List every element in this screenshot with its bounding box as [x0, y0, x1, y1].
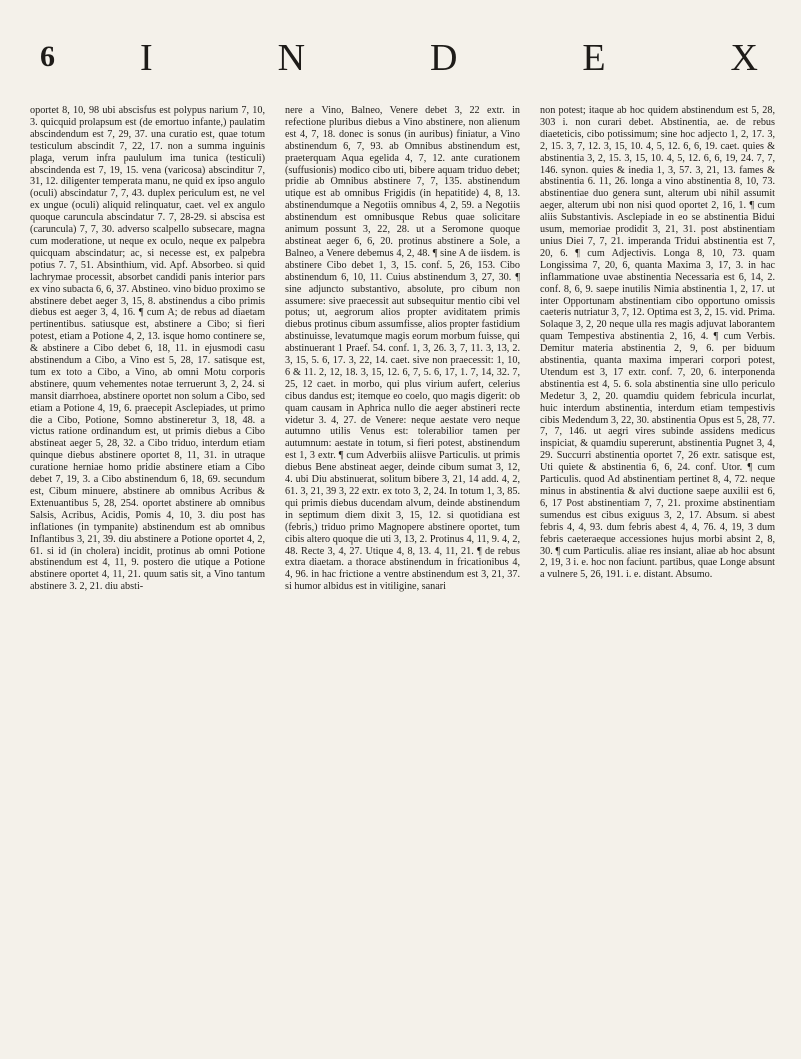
title-letter: I	[140, 37, 155, 79]
column-right	[540, 105, 775, 1035]
page-number: 6	[40, 40, 56, 73]
running-title	[140, 36, 760, 80]
column-text: oportet 8, 10, 98 ubi abscisfus est polypus narium 7, 10, 3. quicquid prolapsum est (de emortuo infante,) paulatim abscindendum est 7, 29, 37. una curatio est, quae totum testiculum abscindit 7, 22, 17. non a summa inguinis plaga, verum infra paululum ima tunica (testiculi) abscindenda est 7, 19, 15. vena (varicosa) abscinditur 7, 31, 12. diligenter temperata manu, ne quid ex ipso angulo (oculi) abscindatur 7, 7, 43. duplex periculum est, ne vel ex ungue (oculi) aliquid relinquatur, caet. vel ex angulo quoque caruncula abscindatur 7. 7, 28-29. si abscisa est (caruncula) 7, 7, 30. adverso scalpello subsecare, magna cum moderatione, ut neque ex oculo, neque ex palpebra quicquam abscindatur; ac, si necesse est, ex palpebra potius 7. 7, 51. Absinthium, vid. Apf. Absorbeo. si quid lachrymae processit, absorbet candidi panis interior pars ex vino subacta 6, 6, 37. Abstineo. vino biduo proximo se abstinere debet aeger 3, 15, 8. abstinendus a cibo primis diebus est aeger 3, 4, 16. ¶ cum A; de rebus ad diaetam pertinentibus. satiusque est, abstinere a Cibo; si fieri potest, etiam a Potione 4, 2, 13. isque homo continere se, & abstinere a Cibo debet 6, 18, 11. in ejusmodi casu abstinendum a Cibo, a Vino est 5, 28, 17. satisque est, tum ex toto a Cibo, a Vino, ab omni Motu corporis abstinere, quum vehementes notae terruerunt 3, 2, 24. si mansit diarrhoea, abstinere oportet non solum a Cibo, sed etiam a Potione 4, 19, 6. praecepit Asclepiades, ut primo die a Cibo, Potione, Somno abstineretur 3, 18, 48. a victus ratione ordinandum est, ut primis diebus a Cibo abstineat aeger 5, 28, 32. a Cibo triduo, interdum etiam quinque diebus abstinere oportet 8, 11, 31. in utraque curatione herniae homo pridie abstinere etiam a Cibo debet 7, 19, 3. a Cibo abstinendum 6, 18, 69. secundum est, Cibum minuere, abstinere ab omnibus Acribus & Extenuantibus 5, 28, 254. oportet abstinere ab omnibus Salsis, Acribus, Acidis, Pomis 4, 10, 3. diu post has inflationes (in tympanite) abstinendum est ab omnibus Inflantibus 3, 21, 39. diu abstinere a Potione oportet 4, 2, 61. si id (in cholera) incidit, protinus ab omni Potione abstinendum est 4, 11, 9. postero die utique a Potione abstinere oportet 4, 11, 21. quum satis sit, a Vino tantum abstinere 3. 2, 21. diu absti-	[30, 105, 265, 593]
title-letter: X	[730, 37, 760, 79]
index-columns	[30, 105, 775, 1035]
column-text: nere a Vino, Balneo, Venere debet 3, 22 extr. in refectione pluribus diebus a Vino abstinere, non alienum est 4, 7, 18. donec is sonus (in auribus) finiatur, a Vino abstinendum 6, 7, 93. ab Omnibus abstinendum est, praeterquam Aqua egelida 4, 7, 12. ante curationem (suffusionis) modico cibo uti, bibere aquam triduo debet; pridie ab Omnibus abstinere 7, 7, 135. abstinendum utique est ab omnibus Frigidis (in hepatitide) 4, 8, 13. abstinendumque a Negotiis omnibus 4, 2, 59. a Negotiis abstinendum est omnibusque Rebus quae solicitare animum possunt 3, 22, 28. ut a Seromone quoque abstineat aeger 6, 6, 20. protinus abstinere a Sole, a Balneo, a Venere debemus 4, 2, 48. ¶ sine A de iisdem. is abstinere Cibo debet 1, 3, 15. conf. 5, 26, 153. Cibo abstinendum 6, 10, 11. Cuius abstinendum 3, 27, 30. ¶ sine adjuncto substantivo, absolute, pro cibum non assumere: sive praecessit aut subsequitur mentio cibi vel potus; ut, aegrorum alios propter aviditatem primis diebus protinus cibum assumfisse, alios propter fastidium abstinuisse, levatumque magis eorum morbum fuisse, qui abstinuerant 1 Praef. 54. conf. 1, 3, 26. 3, 7, 11. 3, 13, 2. 3, 15, 5. 6, 17. 3, 22, 14. caet. sive non praecessit: 1, 10, 6 & 11. 2, 12, 18. 3, 15, 12. 6, 7, 5. 6, 17, 1. 7, 14, 32. 7, 25, 12 caet. in morbo, qui plus virium aufert, celerius cibus dandus est; itemque eo coelo, quo magis digerit: ob quam causam in Aphrica nullo die aeger abstineri recte videtur 3. 4, 27. de Venere: neque aestate vero neque autumno utilis Venus est: tolerabilior tamen per autumnum: aestate in totum, si fieri potest, abstinendum est 1, 3 extr. ¶ cum Adverbiis aliisve Particulis. ut primis diebus Bene abstineat aeger, deinde cibum sumat 3, 12, 4. ubi Diu abstinuerat, solitum bibere 3, 21, 14 add. 4, 2, 61. 3, 21, 39 3, 22 extr. ex toto 3, 2, 24. In totum 1, 3, 85. qui primis diebus ducendam alvum, deinde abstinendum in septimum diem dixit 3, 15, 12. si quotidiana est (febris,) triduo primo Magnopere abstinere oportet, tum cibis altero quoque die uti 3, 13, 2. Protinus 4, 11, 9. 4, 2, 48. Recte 3, 4, 27. Utique 4, 8, 13. 4, 11, 21. ¶ de rebus extra diaetam. a thorace abstinendum in fricationibus 4, 4, 96. in hac frictione a ventre abstinendum est 3, 21, 37. si humor albidus est in vitiligine, sanari	[285, 105, 520, 593]
title-letter: D	[429, 37, 460, 79]
column-left	[30, 105, 265, 1035]
column-text: non potest; itaque ab hoc quidem abstinendum est 5, 28, 303 i. non curari debet. Abstinentia, ae. de rebus diaeteticis, cibo potissimum; sine hoc adjecto 1, 2, 17. 3, 2, 15. 3, 7, 12. 3, 15, 10. 4, 5, 12. 6, 6, 19. caet. quies & abstinentia 3, 2, 15. 3, 15, 10. 4, 5, 12. 6, 6, 19, 24. 7, 7, 146. synon. quies & inedia 1, 3, 57. 3, 21, 13. fames & abstinentia 6. 11, 26. longa a vino abstinentia 8, 10, 73. abstinentiae duo genera sunt, alterum ubi nihil assumit aeger, alterum ubi non nisi quod oportet 2, 16, 1. ¶ cum aliis Substantivis. Asclepiade in eo se abstinentia Bidui usum, memoriae prodidit 3, 21, 31. post abstinentiam unius Diei 7, 7, 21. imperanda Tridui abstinentia est 7, 20, 6. ¶ cum Adjectivis. Longa 8, 10, 73. quam Longissima 7, 20, 6, quanta Maxima 3, 17, 3. in hac inflammatione uvae abstinentia Necessaria est 6, 14, 2. conf. 8, 6, 9. saepe inutilis Nimia abstinentia 1, 2, 17. ut inter Opportunam abstinentiam cibo opportuno omissis caeteris nutriatur 3, 7, 12. Optima est 3, 2, 15. vid. Prima. Solaque 3, 2, 20 neque ulla res magis adjuvat laborantem quam Tempestiva abstinentia 2, 16, 4. ¶ cum Verbis. Demitur materia abstinentia 2, 9, 6. per biduum abstinentia, quanta maxima imperari corpori potest, Utendum est 3, 17 extr. conf. 7, 20, 6. interponenda abstinentia est 4, 5. 6. sola abstinentia sine ullo periculo Medetur 3, 2, 20. quamdiu quidem febricula incurlat, huic interdum abstinentia, interdum etiam tempestivis cibis Medendum 3, 22, 30. abstinentia Opus est 5, 28, 77. 7, 7, 146. ut aegri vires subinde assidens medicus inspiciat, & quamdiu supererunt, abstinentia Pugnet 3, 4, 29. Succurri abstinentia oportet 7, 26 extr. satisque est, Uti quiete & abstinentia 6, 6, 24. conf. Utor. ¶ cum Particulis. quod Ad abstinentiam pertinet 8, 4, 72. neque minus in abstinentia & alvi ductione saepe auxilii est 6, 6, 17 Post abstinentiam 7, 7, 21. proxime abstinentiam sumendus est cibus exiguus 3, 2, 17. Absum. si abest febris 4, 4, 93. dum febris abest 4, 4, 76. 4, 19, 3 dum febris caeteraeque accessiones hujus morbi absint 2, 8, 30. ¶ cum Particulis. aliae res insiant, aliae ab hoc absunt 2, 19, 3 i. e. hoc non faciunt. partibus, quae Longe absunt a vulnere 5, 26, 191. i. e. distant. Absumo.	[540, 105, 775, 581]
column-middle	[285, 105, 520, 1035]
title-letter: N	[277, 37, 308, 79]
page-header	[0, 28, 801, 88]
title-letter: E	[582, 37, 608, 79]
